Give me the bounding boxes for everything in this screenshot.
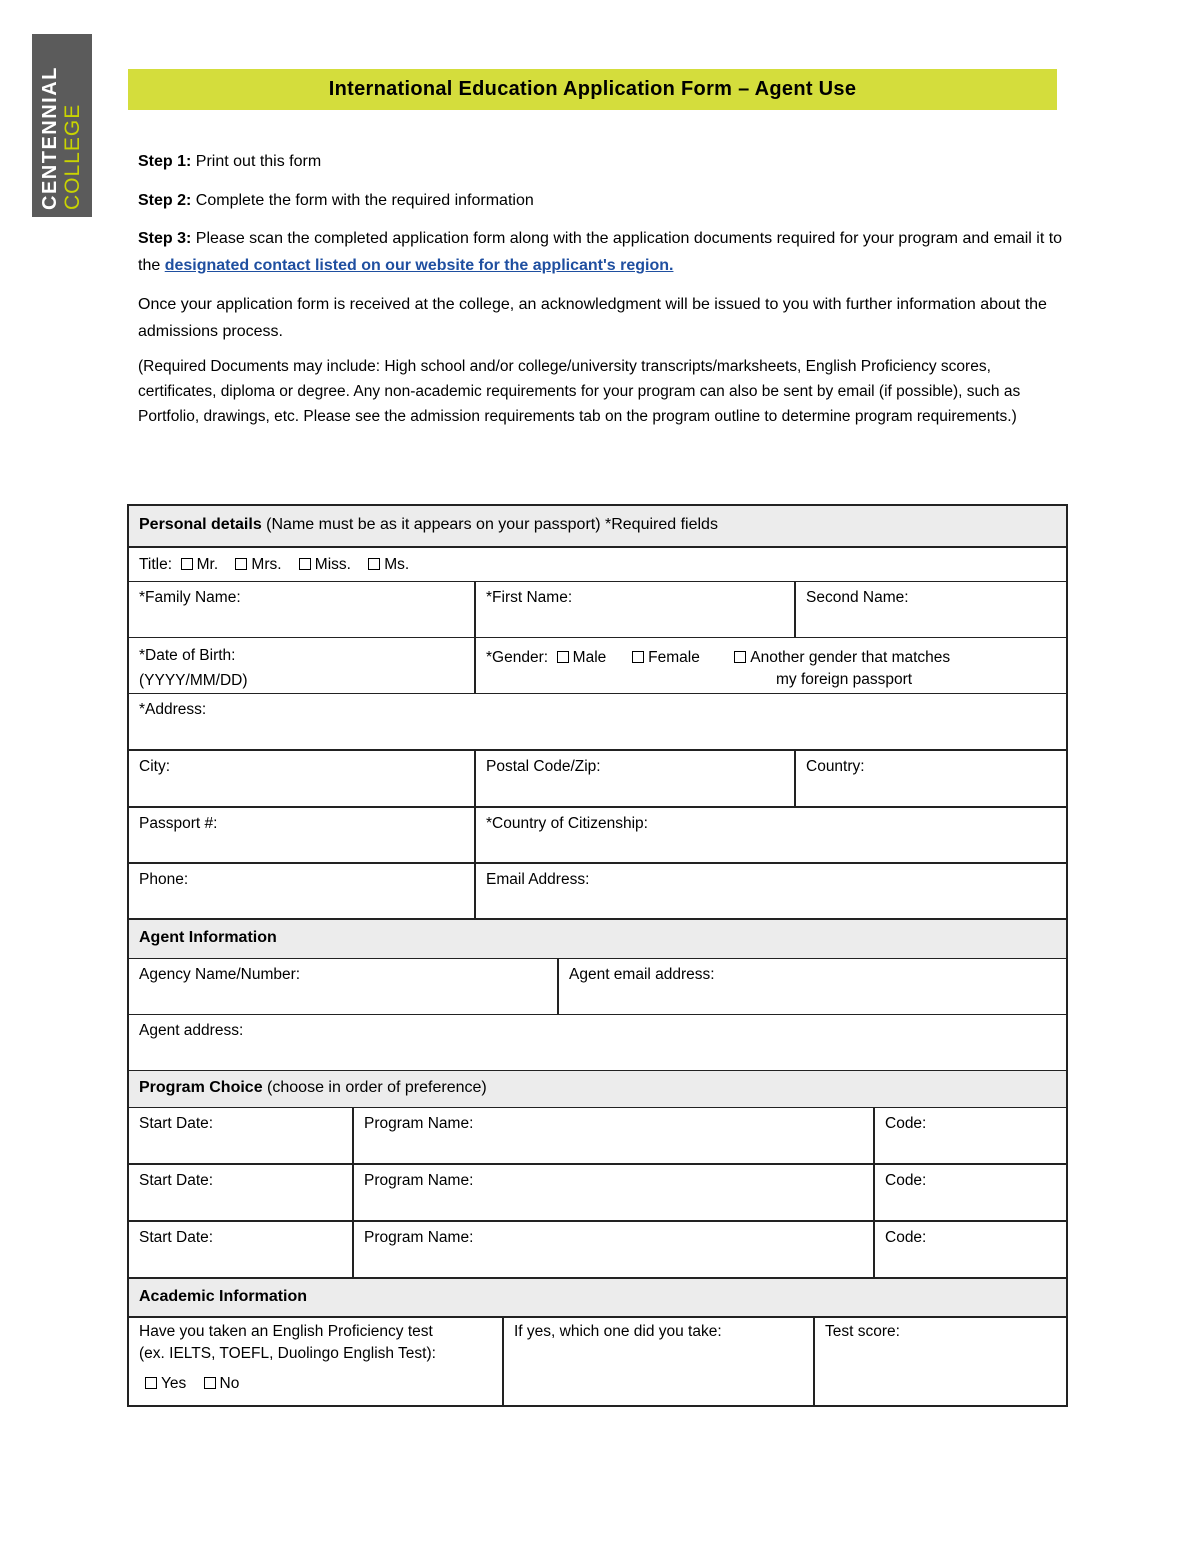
title-miss-label: Miss. — [314, 556, 351, 573]
personal-subheading: (Name must be as it appears on your passport) *Required fields — [266, 516, 718, 533]
logo-text — [40, 40, 83, 210]
phone-field[interactable]: Phone: — [139, 871, 189, 888]
step-3 — [138, 225, 1068, 279]
dob-format: (YYYY/MM/DD) — [139, 672, 248, 689]
program-1-start-date[interactable]: Start Date: — [139, 1115, 214, 1132]
test-score-field[interactable]: Test score: — [813, 1318, 1066, 1405]
gender-male-label: Male — [572, 649, 607, 666]
title-mr-checkbox[interactable] — [181, 558, 193, 570]
college-logo — [32, 34, 92, 217]
agency-row — [129, 958, 1066, 1014]
gender-other-label: Another gender that matches — [750, 649, 951, 666]
required-documents-text: (Required Documents may include: High school and/or college/university transcripts/marksheets, English Proficiency scores, certificates, diploma or degree. Any non-academic requirements for your program can also be sent by email (if possible), such as Portfolio, drawings, etc. Please see the admission requirements tab on the program outline to determine program requirements.) — [138, 358, 1021, 425]
application-form — [127, 504, 1068, 1407]
family-name-field[interactable]: *Family Name: — [139, 589, 241, 606]
step-1-label: Step 1: — [138, 153, 192, 170]
regional-contact-link[interactable]: designated contact listed on our website for the applicant's region. — [164, 257, 674, 274]
agency-field[interactable]: Agency Name/Number: — [139, 966, 301, 983]
english-test-question-line1: Have you taken an English Proficiency test — [139, 1323, 433, 1340]
title-row — [129, 546, 1066, 581]
program-heading: Program Choice — [139, 1079, 263, 1096]
logo-line1: CENTENNIAL — [39, 66, 61, 210]
academic-header — [129, 1277, 1066, 1316]
citizenship-field[interactable]: *Country of Citizenship: — [474, 808, 1066, 862]
first-name-field[interactable]: *First Name: — [474, 582, 794, 637]
program-3-name[interactable]: Program Name: — [352, 1222, 873, 1277]
gender-other-label-2: my foreign passport — [776, 671, 913, 688]
personal-heading: Personal details — [139, 516, 262, 533]
address-row — [129, 693, 1066, 749]
gender-label: *Gender: — [486, 649, 549, 666]
city-field[interactable]: City: — [139, 758, 170, 775]
program-1-name[interactable]: Program Name: — [352, 1108, 873, 1163]
program-row — [129, 1220, 1066, 1277]
title-mrs-checkbox[interactable] — [235, 558, 247, 570]
form-title-bar — [128, 69, 1057, 110]
agent-address-field[interactable]: Agent address: — [139, 1022, 244, 1039]
english-test-question-line2: (ex. IELTS, TOEFL, Duolingo English Test): — [139, 1345, 436, 1362]
program-subheading: (choose in order of preference) — [267, 1079, 487, 1096]
program-3-start-date[interactable]: Start Date: — [139, 1229, 214, 1246]
agent-header — [129, 918, 1066, 958]
name-row — [129, 581, 1066, 637]
title-label: Title: — [139, 556, 173, 573]
program-1-code[interactable]: Code: — [873, 1108, 1066, 1163]
gender-other-checkbox[interactable] — [734, 651, 746, 663]
step-1 — [138, 149, 1078, 175]
step-2-label: Step 2: — [138, 192, 192, 209]
english-test-row — [129, 1316, 1066, 1405]
agent-email-field[interactable]: Agent email address: — [557, 959, 1066, 1014]
country-field[interactable]: Country: — [794, 751, 1066, 806]
agent-heading: Agent Information — [139, 929, 277, 946]
title-mrs-label: Mrs. — [251, 556, 282, 573]
logo-line2: COLLEGE — [61, 103, 84, 210]
second-name-field[interactable]: Second Name: — [794, 582, 1066, 637]
passport-field[interactable]: Passport #: — [139, 815, 218, 832]
english-test-no-checkbox[interactable] — [204, 1377, 216, 1389]
dob-label: *Date of Birth: — [139, 647, 236, 664]
email-field[interactable]: Email Address: — [474, 864, 1066, 918]
step-3-text: Please scan the completed application form along with the application documents required for your program and email it to the — [138, 230, 1063, 274]
postal-code-field[interactable]: Postal Code/Zip: — [474, 751, 794, 806]
title-ms-label: Ms. — [384, 556, 410, 573]
title-mr-label: Mr. — [196, 556, 219, 573]
form-title: International Education Application Form – Agent Use — [328, 78, 857, 100]
step-3-label: Step 3: — [138, 230, 192, 247]
title-miss-checkbox[interactable] — [299, 558, 311, 570]
agent-address-row — [129, 1014, 1066, 1070]
gender-female-label: Female — [648, 649, 700, 666]
dob-field[interactable] — [129, 638, 474, 693]
english-test-no-label: No — [219, 1375, 240, 1392]
city-row — [129, 749, 1066, 806]
program-2-name[interactable]: Program Name: — [352, 1165, 873, 1220]
personal-details-header — [129, 506, 1066, 546]
step-2-text: Complete the form with the required information — [195, 192, 534, 209]
step-2 — [138, 188, 1078, 214]
program-2-code[interactable]: Code: — [873, 1165, 1066, 1220]
english-test-yes-label: Yes — [161, 1375, 187, 1392]
dob-gender-row — [129, 637, 1066, 693]
academic-heading: Academic Information — [139, 1288, 308, 1305]
english-test-question — [129, 1318, 502, 1405]
gender-female-checkbox[interactable] — [632, 651, 644, 663]
title-ms-checkbox[interactable] — [368, 558, 380, 570]
program-row — [129, 1107, 1066, 1163]
acknowledgment-text: Once your application form is received at the college, an acknowledgment will be issued to you with further information about the admissions process. — [138, 296, 1047, 340]
step-1-text: Print out this form — [195, 153, 322, 170]
contact-row — [129, 862, 1066, 918]
gender-field — [474, 638, 1066, 693]
address-field[interactable]: *Address: — [139, 701, 207, 718]
english-test-yes-checkbox[interactable] — [145, 1377, 157, 1389]
test-name-field[interactable]: If yes, which one did you take: — [502, 1318, 813, 1405]
gender-male-checkbox[interactable] — [557, 651, 569, 663]
program-2-start-date[interactable]: Start Date: — [139, 1172, 214, 1189]
program-header — [129, 1070, 1066, 1107]
program-row — [129, 1163, 1066, 1220]
program-3-code[interactable]: Code: — [873, 1222, 1066, 1277]
passport-row — [129, 806, 1066, 862]
